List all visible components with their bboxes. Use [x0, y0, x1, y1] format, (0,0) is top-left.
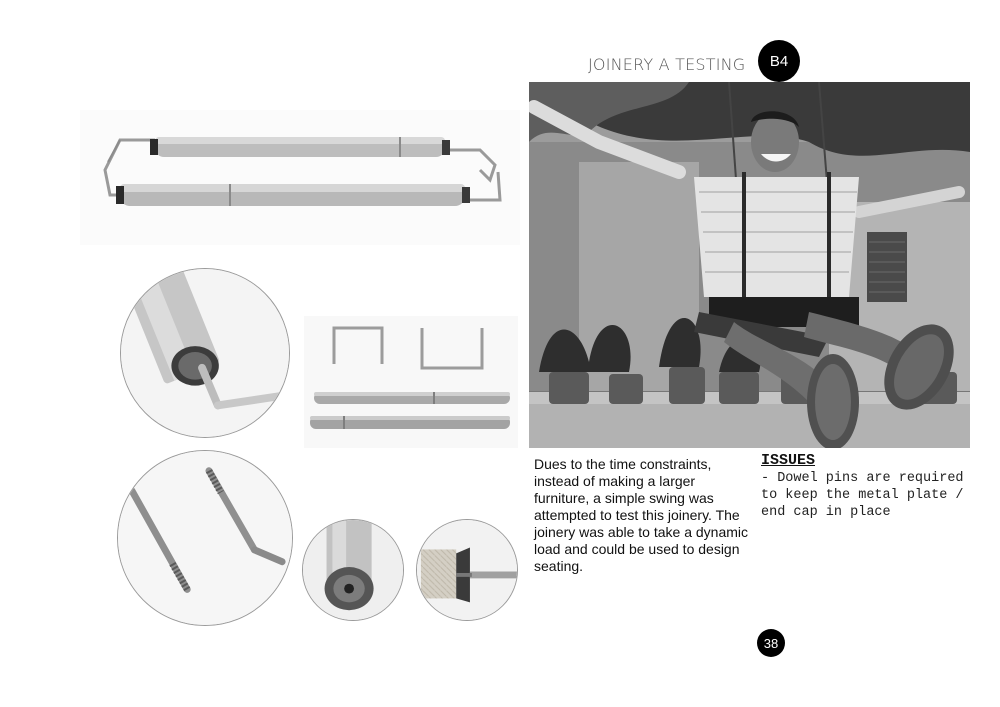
bamboo-swing-assembly-photo — [80, 110, 520, 245]
person-on-swing-photo — [529, 82, 970, 448]
swing-components-photo — [304, 316, 518, 448]
issues-heading: ISSUES — [761, 452, 816, 469]
threaded-rod-photo — [117, 450, 293, 626]
page-number: 38 — [757, 629, 785, 657]
bamboo-end-section-photo — [302, 519, 404, 621]
description-text: Dues to the time constraints, instead of making a larger furniture, a simple swing was attempted to test this joinery. The joinery was able to take a dynamic load and could be used to design seating. — [534, 456, 748, 574]
issues-text: - Dowel pins are required to keep the metal plate / end cap in place — [761, 471, 964, 520]
page-title: JOINERY A TESTING — [588, 55, 746, 74]
end-cap-closeup-photo — [120, 268, 290, 438]
end-cap-plate-photo — [416, 519, 518, 621]
section-badge: B4 — [758, 40, 800, 82]
